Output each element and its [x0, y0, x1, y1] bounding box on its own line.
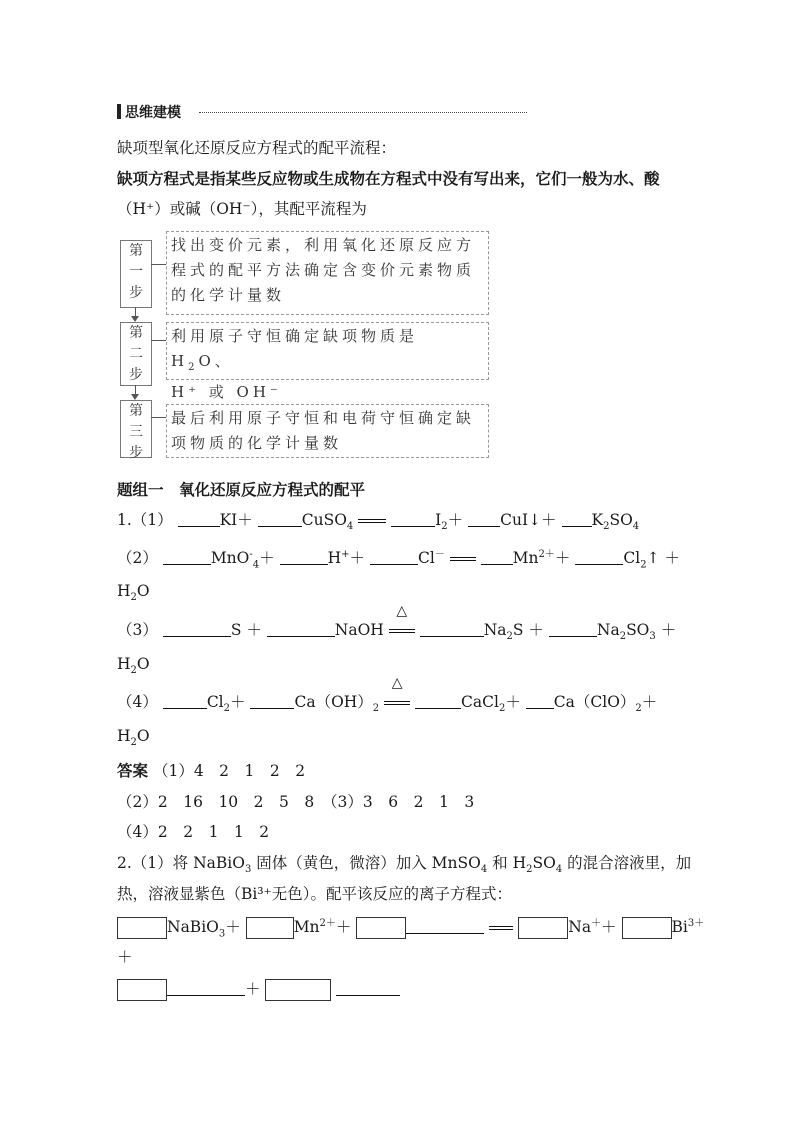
connector — [151, 417, 166, 418]
answer-label: 答案 — [117, 762, 149, 780]
step-3-text: 最后利用原子守恒和电荷守恒确定缺项物质的化学计量数 — [166, 404, 489, 458]
answer-box[interactable] — [622, 917, 672, 939]
step-1-label: 第 一 步 — [120, 240, 152, 308]
q1-part1: 1.（1） KI＋ CuSO$_4$ $I_2+$ CuI↓＋ $K_2SO_4$ — [117, 511, 640, 533]
q2-line-1: 2.（1）将 NaBiO$_3$ 固体（黄色，微溶）加入 MnSO$_4$ 和 $H_2SO_4$ 的混合溶液里，加 — [117, 854, 692, 876]
section-dotted-rule — [199, 112, 527, 113]
intro-line-3: （H⁺）或碱（OH⁻），其配平流程为 — [117, 200, 367, 218]
group-title: 题组一 氧化还原反应方程式的配平 — [117, 481, 366, 499]
q1-part3-tail: $H_2O$ — [117, 655, 150, 677]
answer-line-2: （2）2 16 10 2 5 8 （3）3 6 2 1 3 — [117, 793, 475, 811]
section-bar — [117, 104, 121, 119]
answer-box[interactable] — [356, 917, 406, 939]
connector — [151, 264, 166, 265]
step-1-text: 找出变价元素，利用氧化还原反应方程式的配平方法确定含变价元素物质的化学计量数 — [166, 231, 489, 315]
section-title: 思维建模 — [125, 105, 181, 121]
answer-box[interactable] — [246, 917, 294, 939]
answer-line-3: （4）2 2 1 1 2 — [117, 823, 270, 841]
step-3-label: 第 三 步 — [120, 400, 152, 458]
answer-box[interactable] — [518, 917, 568, 939]
intro-line-2: 缺项方程式是指某些反应物或生成物在方程式中没有写出来，它们一般为水、酸 — [117, 170, 660, 188]
q2-equation: NaBiO$_3$＋ $Mn^{2+}+$ $Na^++ Bi^{3+}$ — [117, 914, 704, 939]
answer-box[interactable] — [117, 917, 167, 939]
step-2-text: 利用原子守恒确定缺项物质是 $H_2O$、 H⁺ 或 OH⁻ — [166, 322, 489, 380]
q1-part2-tail: $H_2O$ — [117, 582, 150, 604]
intro-line-1: 缺项型氧化还原反应方程式的配平流程： — [117, 139, 397, 157]
q2-line-2: 热，溶液显紫色（Bi³⁺无色）。配平该反应的离子方程式： — [117, 885, 512, 903]
q1-part4: （4） $Cl_2+ Ca(OH)_2$ △ CaCl$_2$＋ $Ca(ClO)_2+$ — [117, 675, 658, 715]
q2-equation-tail: ＋ — [117, 977, 400, 1001]
q1-part4-tail: $H_2O$ — [117, 727, 150, 749]
q1-part2: （2） MnO-$_4$＋ H+＋ Cl－ $Mn^{2+}+$ $Cl_2↑$ ＋ — [117, 549, 680, 571]
q2-plus: ＋ — [117, 948, 133, 966]
answer-line-1: 答案 （1）4 2 1 2 2 — [117, 762, 306, 780]
answer-box[interactable] — [117, 979, 167, 1001]
step-2-label: 第 二 步 — [120, 322, 152, 386]
connector — [151, 340, 166, 341]
q1-part3: （3） S ＋ NaOH △ $Na_2S + Na_2SO_3$ ＋ — [117, 603, 677, 643]
answer-box[interactable] — [265, 979, 331, 1001]
